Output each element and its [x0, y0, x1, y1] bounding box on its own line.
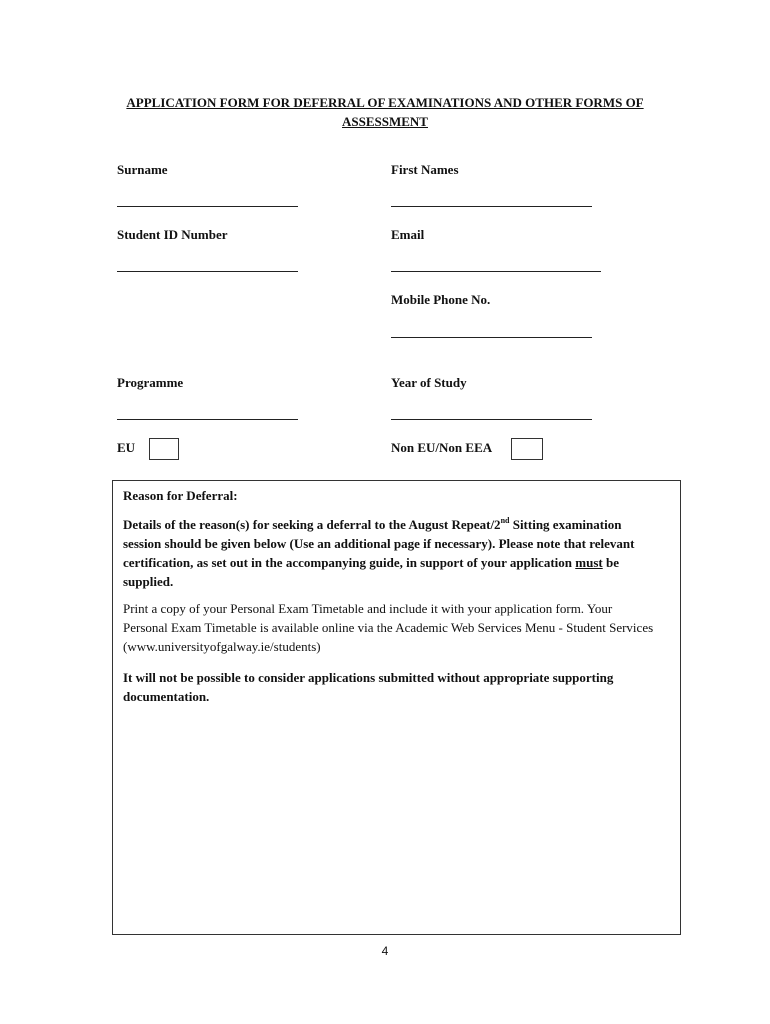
- reason-for-deferral-box[interactable]: [112, 480, 681, 935]
- mobile-phone-label: Mobile Phone No.: [391, 292, 491, 307]
- programme-label: Programme: [117, 375, 184, 390]
- non-eu-checkbox[interactable]: [511, 438, 543, 460]
- student-id-label: Student ID Number: [117, 227, 228, 242]
- reason-content: [123, 487, 659, 714]
- eu-checkbox[interactable]: [149, 438, 179, 460]
- page-number: 4: [381, 944, 389, 958]
- first-names-label: First Names: [391, 162, 459, 177]
- details-text-1: Details of the reason(s) for seeking a deferral to the August Repeat/2: [123, 517, 501, 532]
- programme-field-line[interactable]: [117, 419, 298, 420]
- year-of-study-label: Year of Study: [391, 375, 467, 390]
- student-id-field-line[interactable]: [117, 271, 298, 272]
- mobile-phone-field-line[interactable]: [391, 337, 592, 338]
- reason-details-paragraph: [123, 515, 659, 591]
- details-superscript: nd: [500, 516, 510, 525]
- details-emphasis: must: [575, 555, 603, 570]
- surname-label: Surname: [117, 162, 168, 177]
- reason-heading: Reason for Deferral:: [123, 488, 238, 503]
- email-field-line[interactable]: [391, 271, 601, 272]
- form-title: APPLICATION FORM FOR DEFERRAL OF EXAMINATIONS AND OTHER FORMS OF ASSESSMENT: [126, 95, 644, 129]
- non-eu-label: Non EU/Non EEA: [391, 440, 493, 455]
- eu-label: EU: [117, 440, 136, 455]
- details-text-2: Sitting examination session should be given below (Use an additional page if necessary). Please note that relevant certification, as set out in the accompanying guide, in support of your application: [123, 517, 635, 570]
- first-names-field-line[interactable]: [391, 206, 592, 207]
- year-of-study-field-line[interactable]: [391, 419, 592, 420]
- documentation-warning: It will not be possible to consider applications submitted without appropriate supporting documentation.: [123, 670, 614, 704]
- surname-field-line[interactable]: [117, 206, 298, 207]
- timetable-note: Print a copy of your Personal Exam Timetable and include it with your application form. Your Personal Exam Timetable is available online via the Academic Web Services Menu - Student Services (www.universityofgalway.ie/students): [123, 601, 654, 654]
- details-text-3: be supplied.: [123, 555, 619, 589]
- email-label: Email: [391, 227, 425, 242]
